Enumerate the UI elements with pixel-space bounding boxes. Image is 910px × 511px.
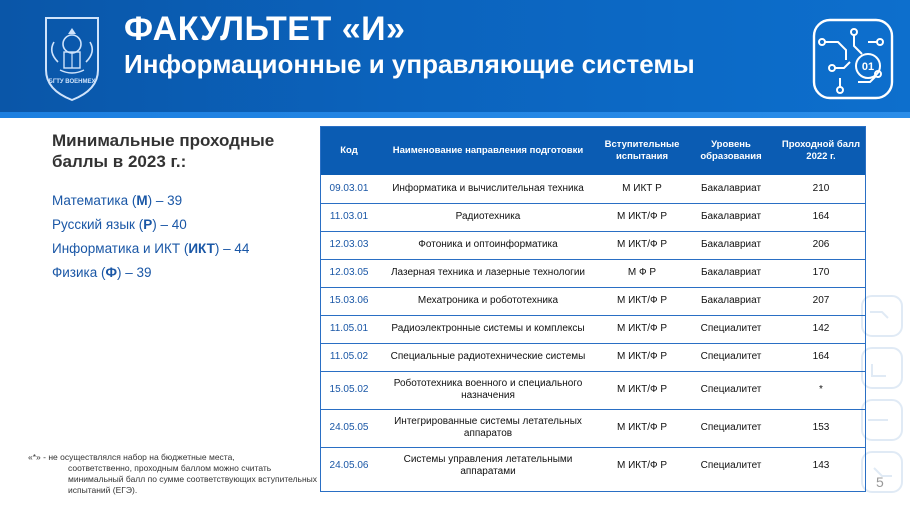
cell-score: 210 [777, 175, 865, 203]
cell-program: Интегрированные системы летательных аппаратов [377, 409, 599, 447]
table-row [321, 371, 865, 409]
cell-code: 15.03.06 [321, 287, 377, 315]
page-number: 5 [876, 474, 884, 490]
exam-item-physics: Физика (Ф) – 39 [52, 265, 152, 280]
cell-program: Фотоника и оптоинформатика [377, 231, 599, 259]
cell-program: Лазерная техника и лазерные технологии [377, 259, 599, 287]
footnote [28, 452, 318, 496]
svg-text:БГТУ ВОЕНМЕХ: БГТУ ВОЕНМЕХ [48, 79, 96, 85]
cell-level: Специалитет [700, 460, 762, 472]
exam-item-math: Математика (М) – 39 [52, 193, 183, 208]
cell-exams: М ИКТ/Ф Р [599, 315, 685, 343]
cell-level: Специалитет [685, 315, 777, 343]
cell-score: 143 [812, 460, 830, 472]
cell-score: 164 [777, 343, 865, 371]
table-row [321, 203, 865, 231]
table-row [321, 343, 865, 371]
table-row [321, 175, 865, 203]
cell-level: Специалитет [685, 343, 777, 371]
cell-code: 11.03.01 [321, 203, 377, 231]
cell-program: Системы управления летательными аппаратами [403, 454, 573, 478]
circuit-pattern-watermark-icon [858, 292, 910, 502]
cell-code: 11.05.01 [321, 315, 377, 343]
cell-score: 164 [777, 203, 865, 231]
cell-score: 206 [777, 231, 865, 259]
column-header-code: Код [321, 127, 377, 175]
cell-program: Мехатроника и робототехника [377, 287, 599, 315]
cell-program: Специальные радиотехнические системы [377, 343, 599, 371]
faculty-title: ФАКУЛЬТЕТ «И» [124, 10, 406, 48]
table-row [321, 315, 865, 343]
cell-exams: М ИКТ/Ф Р [599, 371, 685, 409]
table-row [321, 409, 865, 447]
cell-level: Бакалавриат [685, 203, 777, 231]
cell-program: Робототехника военного и специального назначения [377, 371, 599, 409]
exam-list [52, 192, 249, 288]
cell-exams: М ИКТ/Ф Р [599, 409, 685, 447]
cell-score: 142 [777, 315, 865, 343]
cell-level: Специалитет [685, 371, 777, 409]
circuit-badge-icon [810, 16, 896, 102]
programs-table [320, 126, 866, 492]
exam-item-informatics: Информатика и ИКТ (ИКТ) – 44 [52, 241, 250, 256]
exam-item-russian: Русский язык (Р) – 40 [52, 217, 187, 232]
cell-code: 15.05.02 [321, 371, 377, 409]
cell-level: Бакалавриат [685, 175, 777, 203]
cell-exams: М Ф Р [599, 259, 685, 287]
cell-exams: М ИКТ Р [599, 175, 685, 203]
cell-score: 153 [777, 409, 865, 447]
cell-program: Радиоэлектронные системы и комплексы [377, 315, 599, 343]
footnote-rest: соответственно, проходным баллом можно считать минимальный балл по сумме соответствующих вступительных испытаний (ЕГЭ). [68, 463, 318, 495]
cell-score: * [777, 371, 865, 409]
table-row [321, 231, 865, 259]
cell-level: Специалитет [685, 409, 777, 447]
table-row [321, 259, 865, 287]
cell-exams: М ИКТ/Ф Р [599, 231, 685, 259]
header-banner [0, 0, 910, 118]
table-header-row [321, 127, 865, 175]
column-header-score: Проходной балл 2022 г. [777, 127, 865, 175]
cell-code: 12.03.03 [321, 231, 377, 259]
cell-score: 207 [777, 287, 865, 315]
min-scores-heading: Минимальные проходные баллы в 2023 г.: [52, 131, 275, 171]
cell-score: 170 [777, 259, 865, 287]
cell-exams: М ИКТ/Ф Р [616, 460, 668, 472]
faculty-subtitle: Информационные и управляющие системы [124, 49, 695, 79]
cell-exams: М ИКТ/Ф Р [599, 343, 685, 371]
cell-level: Бакалавриат [685, 259, 777, 287]
column-header-exams: Вступительные испытания [599, 127, 685, 175]
cell-program: Радиотехника [377, 203, 599, 231]
cell-level: Бакалавриат [685, 287, 777, 315]
svg-text:01: 01 [861, 61, 875, 73]
cell-exams: М ИКТ/Ф Р [599, 287, 685, 315]
cell-code: 24.05.06 [329, 460, 369, 472]
cell-level: Бакалавриат [685, 231, 777, 259]
cell-exams: М ИКТ/Ф Р [599, 203, 685, 231]
table-row [321, 287, 865, 315]
cell-code: 12.03.05 [321, 259, 377, 287]
cell-program: Информатика и вычислительная техника [377, 175, 599, 203]
university-crest-icon [40, 14, 104, 102]
cell-code: 11.05.02 [321, 343, 377, 371]
column-header-level: Уровень образования [685, 127, 777, 175]
table-row [321, 447, 865, 485]
cell-code: 09.03.01 [321, 175, 377, 203]
column-header-program: Наименование направления подготовки [377, 127, 599, 175]
cell-code: 24.05.05 [321, 409, 377, 447]
footnote-lead: «*» - не осуществлялся набор на бюджетные места, [28, 452, 235, 462]
